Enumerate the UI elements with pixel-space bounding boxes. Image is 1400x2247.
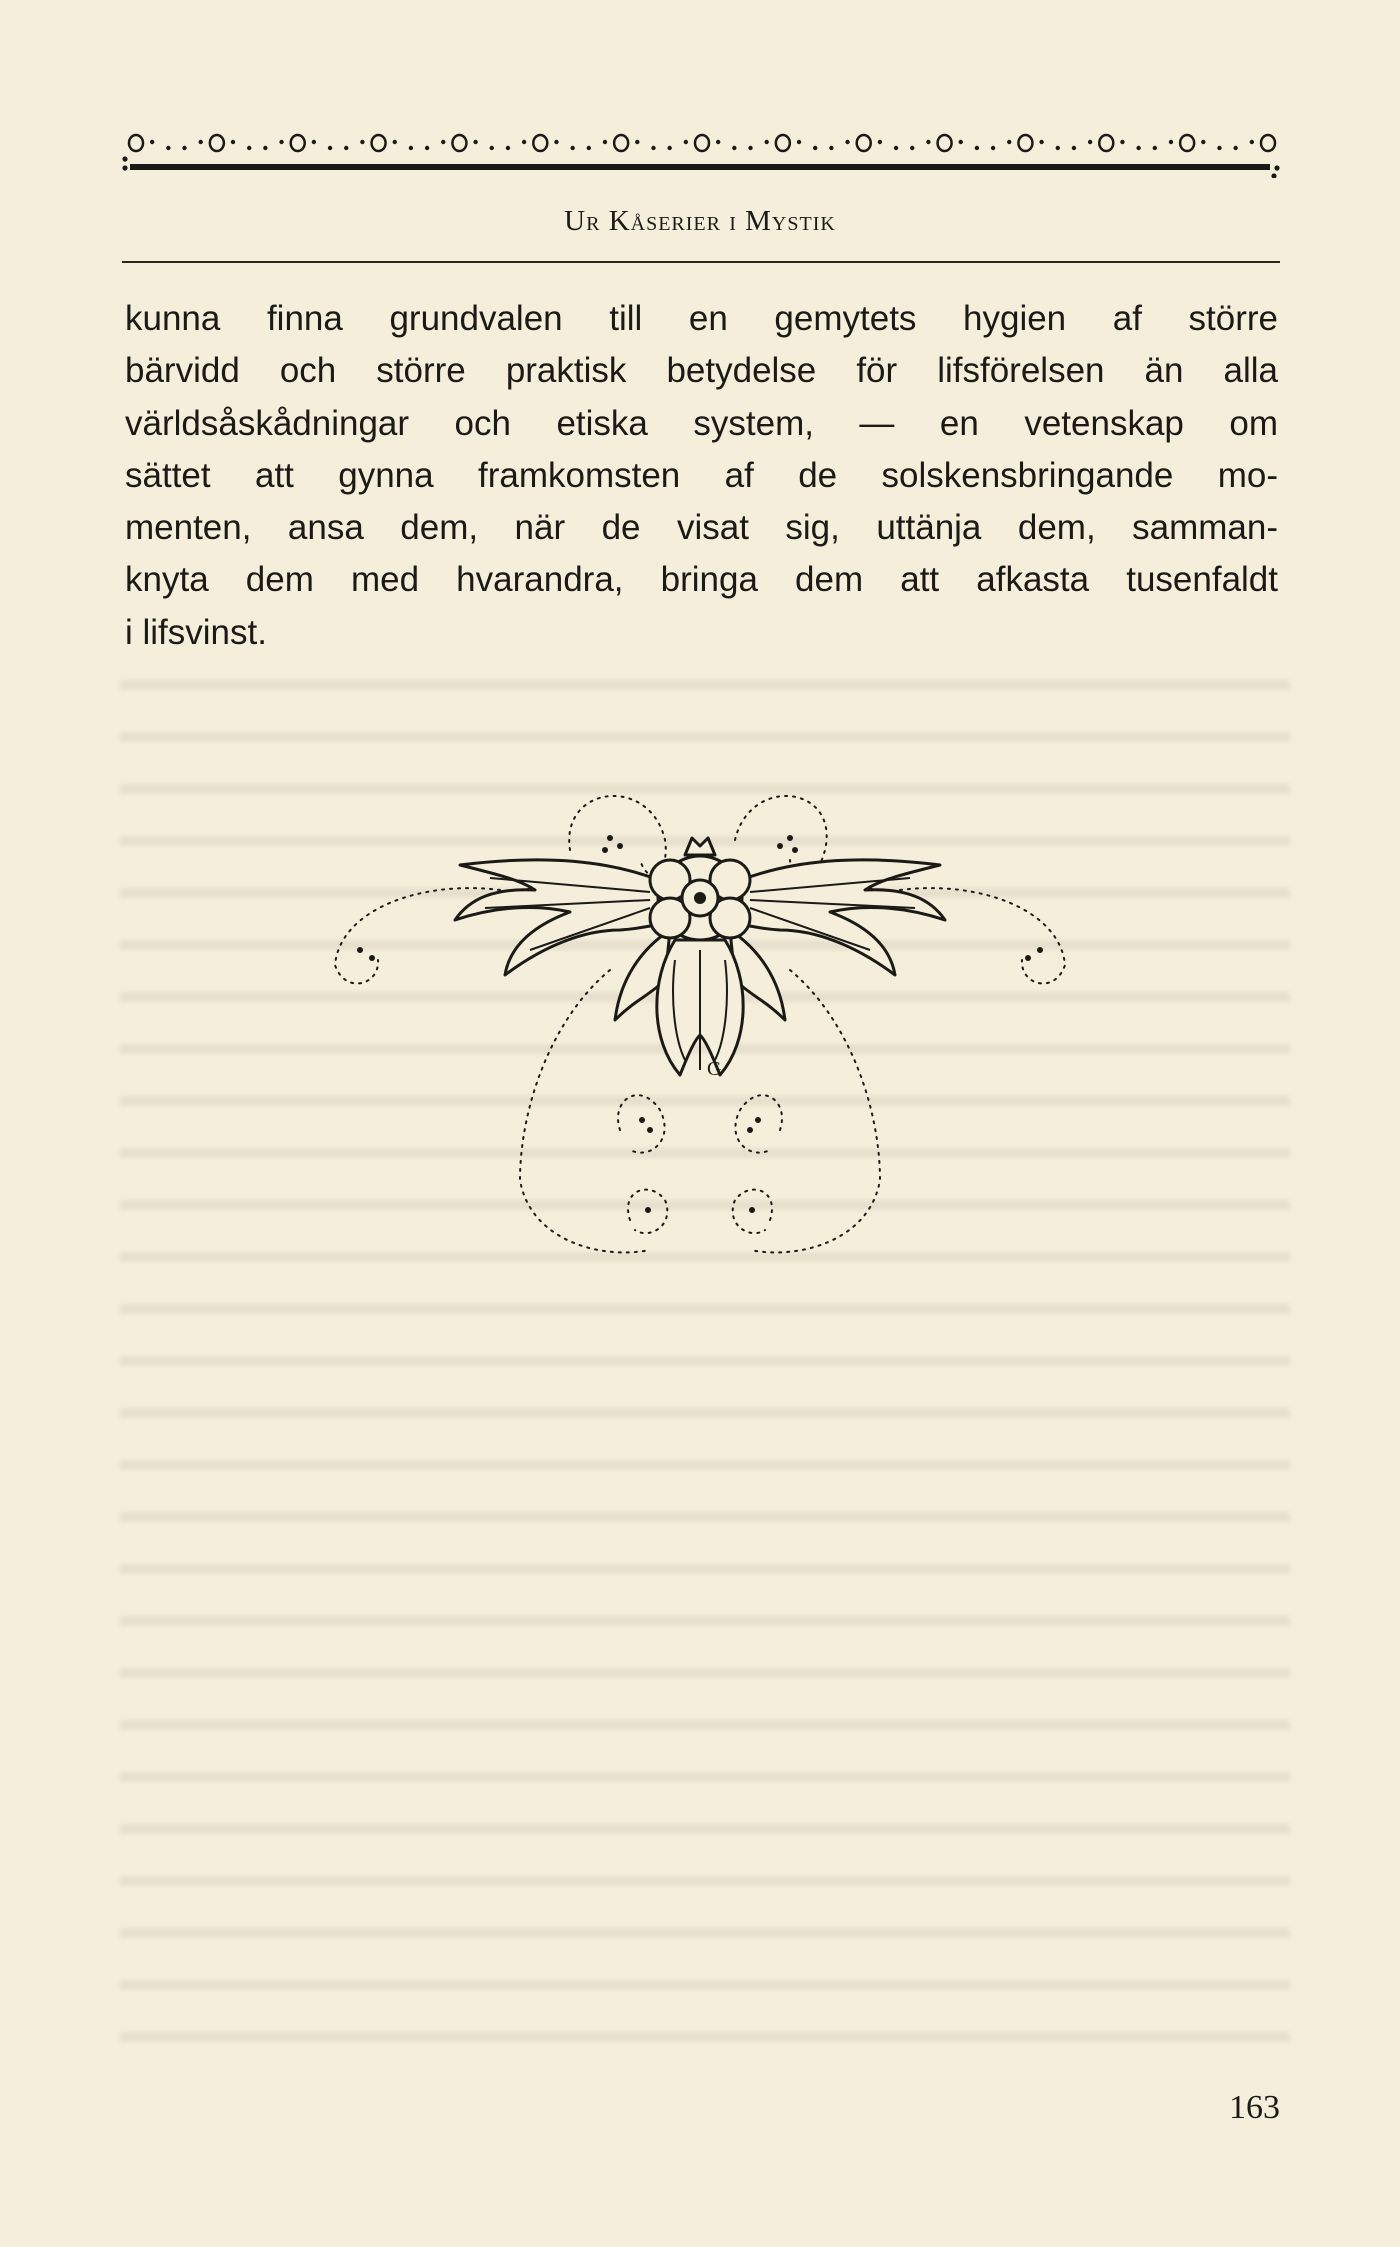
border-dot <box>651 146 655 150</box>
border-ring <box>938 135 952 151</box>
border-dot <box>1088 140 1092 144</box>
body-line: kunna finna grundvalen till en gemytets hygien af större <box>125 299 1278 338</box>
border-dot <box>813 146 817 150</box>
border-dot <box>716 140 720 144</box>
header-ornament-border <box>122 130 1282 178</box>
border-ring <box>1261 135 1275 151</box>
border-ring <box>1018 135 1032 151</box>
border-dot <box>926 140 930 144</box>
border-ring <box>857 135 871 151</box>
border-dot <box>587 146 591 150</box>
border-dot <box>247 146 251 150</box>
border-dot <box>1056 146 1060 150</box>
border-dot <box>1072 146 1076 150</box>
border-dot <box>409 146 413 150</box>
border-dot <box>441 140 445 144</box>
header-rule <box>122 261 1280 263</box>
border-ring <box>372 135 386 151</box>
border-dot <box>1039 140 1043 144</box>
body-line: sättet att gynna framkomsten af de solskensbringande mo- <box>125 455 1278 495</box>
border-dot <box>166 146 170 150</box>
border-dot <box>473 140 477 144</box>
border-dot <box>328 146 332 150</box>
border-dot <box>360 140 364 144</box>
border-dot <box>1250 140 1254 144</box>
border-dot <box>490 146 494 150</box>
border-dot <box>959 140 963 144</box>
border-dot <box>829 146 833 150</box>
body-line: bärvidd och större praktisk betydelse för lifsförelsen än alla <box>125 351 1278 391</box>
border-dot <box>684 140 688 144</box>
border-dot <box>554 140 558 144</box>
border-dot <box>845 140 849 144</box>
border-dot <box>1201 140 1205 144</box>
border-dot <box>910 146 914 150</box>
running-header: Ur Kåserier i Mystik <box>564 205 836 237</box>
page-number: 163 <box>1229 2089 1280 2126</box>
border-ring <box>776 135 790 151</box>
border-dot <box>764 140 768 144</box>
border-dot <box>603 140 607 144</box>
border-dot <box>797 140 801 144</box>
border-dot <box>1120 140 1124 144</box>
border-dot <box>506 146 510 150</box>
border-dot <box>1136 146 1140 150</box>
body-line: menten, ansa dem, när de visat sig, uttänja dem, samman- <box>125 508 1278 548</box>
border-dot <box>231 140 235 144</box>
border-dot <box>878 140 882 144</box>
body-line: världsåskådningar och etiska system, — en vetenskap om <box>125 403 1278 443</box>
border-dot <box>393 140 397 144</box>
border-dot <box>522 140 526 144</box>
border-dot <box>1153 146 1157 150</box>
border-dot <box>975 146 979 150</box>
body-line: knyta dem med hvarandra, bringa dem att afkasta tusenfaldt <box>125 560 1278 600</box>
border-dot <box>1007 140 1011 144</box>
border-dot <box>182 146 186 150</box>
border-ring <box>1099 135 1113 151</box>
border-dot <box>1217 146 1221 150</box>
border-dot <box>894 146 898 150</box>
border-ring <box>695 135 709 151</box>
border-dot <box>635 140 639 144</box>
border-ring <box>129 135 143 151</box>
vignette-monogram: G <box>707 1058 722 1080</box>
border-ring <box>291 135 305 151</box>
border-dot <box>748 146 752 150</box>
border-dot <box>1233 146 1237 150</box>
border-dot <box>991 146 995 150</box>
body-line: i lifsvinst. <box>125 612 267 652</box>
border-dot <box>344 146 348 150</box>
border-dot <box>279 140 283 144</box>
border-ring <box>533 135 547 151</box>
border-ring <box>614 135 628 151</box>
border-ring <box>452 135 466 151</box>
floral-vignette-ornament <box>320 780 1080 1280</box>
border-ring <box>210 135 224 151</box>
border-dot <box>732 146 736 150</box>
body-paragraph <box>125 293 1278 659</box>
border-dot <box>425 146 429 150</box>
border-dot <box>198 140 202 144</box>
border-ring <box>1180 135 1194 151</box>
border-dot <box>570 146 574 150</box>
border-dot <box>667 146 671 150</box>
border-dot <box>1169 140 1173 144</box>
border-dot <box>312 140 316 144</box>
border-dot <box>263 146 267 150</box>
border-dot <box>150 140 154 144</box>
